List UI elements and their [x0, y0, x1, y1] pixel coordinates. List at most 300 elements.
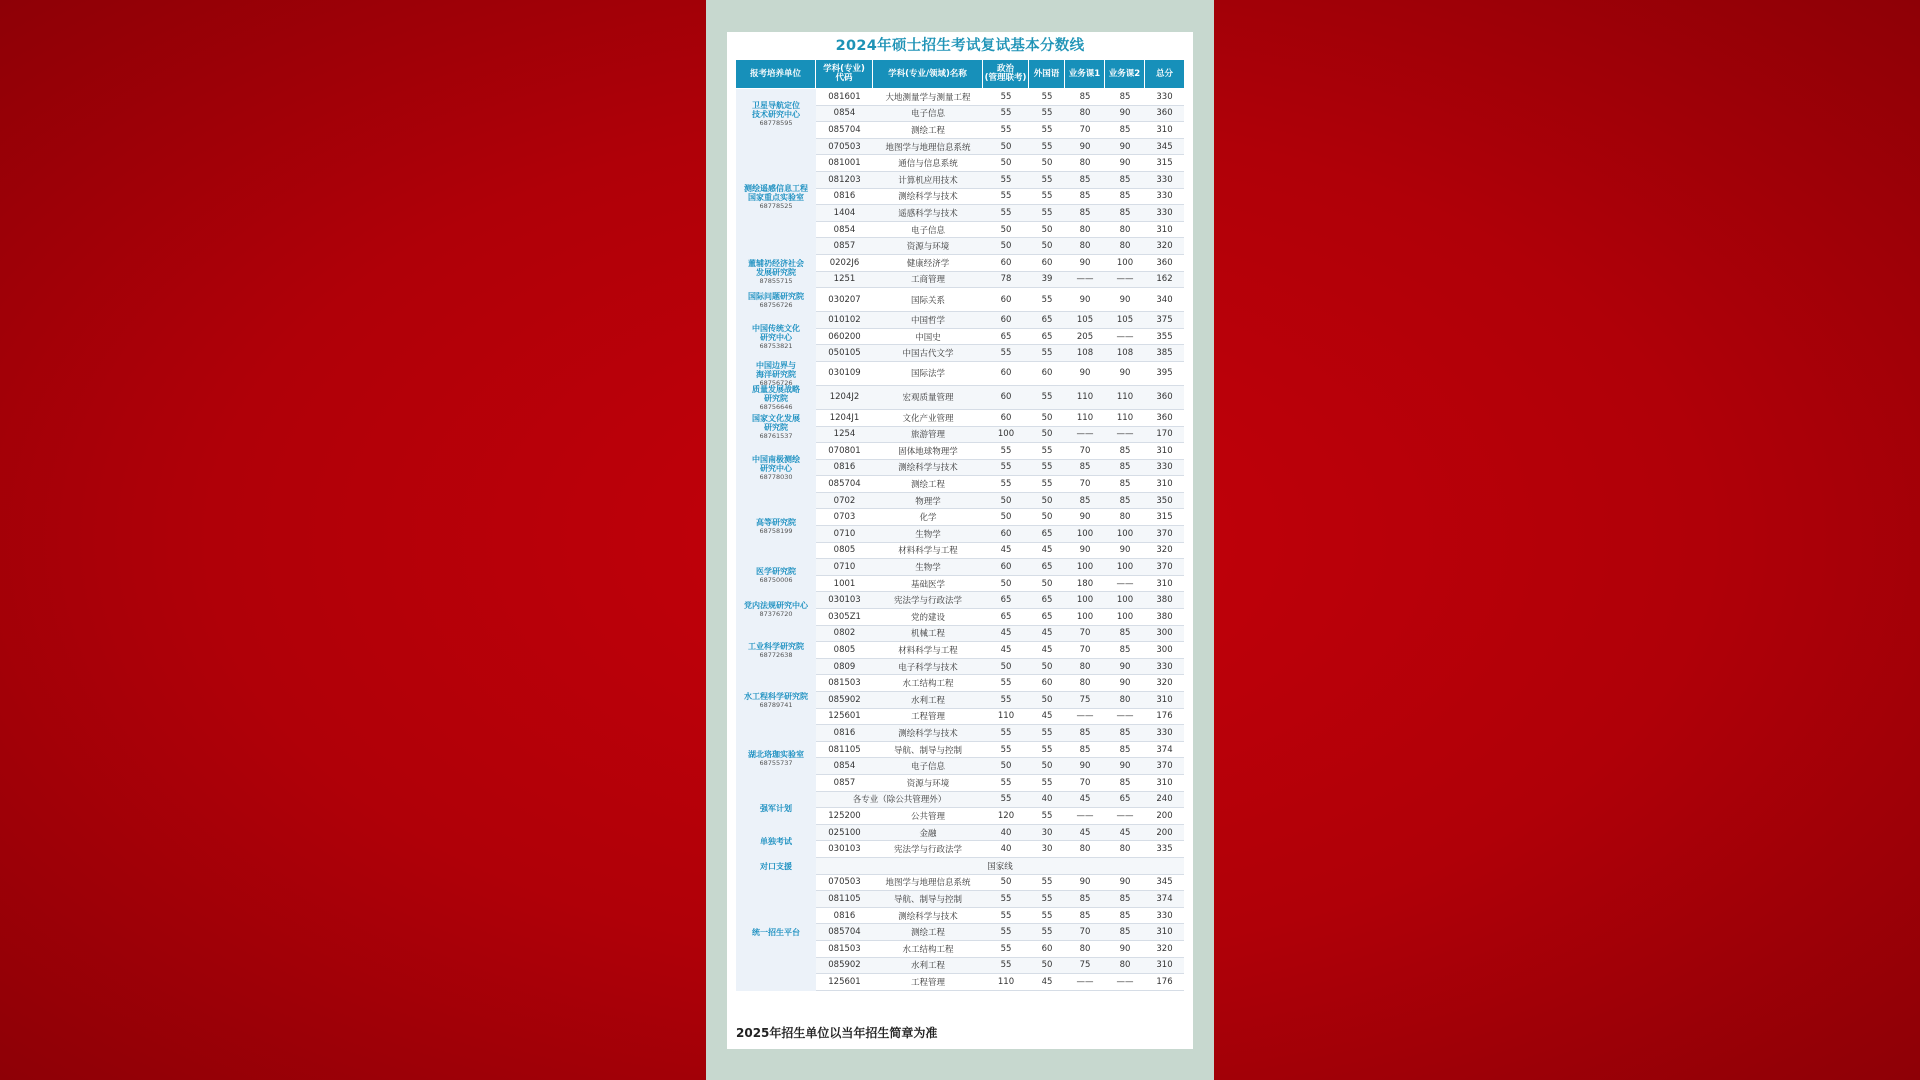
row-code-cell: 081601	[828, 91, 861, 102]
row-total-cell: 395	[1156, 368, 1173, 379]
row-code-cell: 0703	[833, 512, 856, 523]
row-course2-cell: 90	[1119, 368, 1131, 379]
row-name-cell: 导航、制导与控制	[893, 745, 962, 756]
row-foreign-language-cell: 30	[1041, 827, 1053, 838]
row-course2-cell: 85	[1119, 91, 1131, 102]
row-course2-cell: 90	[1119, 108, 1131, 119]
row-politics-cell: 55	[1000, 174, 1012, 185]
unit-phone: 68789741	[759, 700, 793, 709]
row-course1-cell: 85	[1079, 174, 1091, 185]
table-row	[816, 493, 1184, 510]
row-code-cell: 0805	[833, 645, 856, 656]
row-foreign-language-cell: 50	[1041, 960, 1053, 971]
row-course2-cell: 45	[1119, 827, 1131, 838]
row-code-cell: 085704	[828, 124, 861, 135]
table-row	[816, 709, 1184, 726]
row-course1-cell: ——	[1076, 429, 1094, 440]
row-foreign-language-cell: 55	[1041, 479, 1053, 490]
row-foreign-language-cell: 65	[1041, 595, 1053, 606]
table-row	[816, 891, 1184, 908]
row-foreign-language-cell: 45	[1041, 976, 1053, 987]
row-course1-cell: 70	[1079, 777, 1091, 788]
row-course1-cell: 105	[1076, 314, 1094, 325]
row-politics-cell: 60	[1000, 294, 1012, 305]
table-row	[816, 526, 1184, 543]
row-course2-cell: 90	[1119, 678, 1131, 689]
row-name-cell: 机械工程	[910, 629, 945, 640]
row-course1-cell: 180	[1076, 578, 1094, 589]
row-politics-cell: 60	[1000, 257, 1012, 268]
row-course2-cell: 110	[1116, 412, 1134, 423]
row-course2-cell: 65	[1119, 794, 1131, 805]
row-name-cell: 中国哲学	[910, 315, 945, 326]
unit-cell	[736, 559, 816, 592]
unit-cell	[736, 825, 816, 858]
unit-phone: 68750006	[759, 576, 793, 585]
row-course1-cell: 205	[1076, 331, 1094, 342]
row-total-cell: 380	[1156, 595, 1173, 606]
row-course2-cell: 85	[1119, 893, 1131, 904]
unit-name: 党内法规研究中心	[744, 600, 808, 610]
row-name-cell: 工程管理	[910, 712, 945, 723]
row-course1-cell: 80	[1079, 158, 1091, 169]
table-row	[816, 106, 1184, 123]
unit-column	[736, 89, 816, 991]
header-name: 学科(专业/领域)名称	[873, 60, 983, 88]
row-code-cell: 010102	[828, 314, 861, 325]
row-course2-cell: ——	[1116, 331, 1134, 342]
row-politics-cell: 55	[1000, 694, 1012, 705]
row-code-cell: 0857	[833, 777, 856, 788]
row-total-cell: 200	[1156, 827, 1173, 838]
row-politics-cell: 50	[1000, 761, 1012, 772]
row-course1-cell: 80	[1079, 678, 1091, 689]
table-row	[816, 329, 1184, 346]
row-politics-cell: 45	[1000, 628, 1012, 639]
row-foreign-language-cell: 50	[1041, 661, 1053, 672]
row-course1-cell: 90	[1079, 368, 1091, 379]
row-code-cell: 1254	[833, 429, 856, 440]
table-row	[816, 122, 1184, 139]
row-politics-cell: 50	[1000, 241, 1012, 252]
row-code-cell: 0854	[833, 224, 856, 235]
row-course1-cell: 70	[1079, 445, 1091, 456]
row-code-cell: 085704	[828, 479, 861, 490]
row-total-cell: 355	[1156, 331, 1173, 342]
row-politics-cell: 50	[1000, 512, 1012, 523]
row-total-cell: 320	[1156, 545, 1173, 556]
row-name-cell: 生物学	[915, 529, 941, 540]
row-foreign-language-cell: 55	[1041, 207, 1053, 218]
row-course1-cell: 100	[1076, 528, 1094, 539]
table-row	[816, 974, 1184, 991]
row-course1-cell: 90	[1079, 141, 1091, 152]
unit-phone: 68778525	[759, 201, 793, 210]
row-politics-cell: 60	[1000, 412, 1012, 423]
table-row	[816, 825, 1184, 842]
footer-note: 2025年招生单位以当年招生简章为准	[736, 1026, 938, 1040]
row-code-cell: 0816	[833, 191, 856, 202]
header-course1: 业务课1	[1065, 60, 1105, 88]
row-course2-cell: 85	[1119, 445, 1131, 456]
table-row	[816, 189, 1184, 206]
row-foreign-language-cell: 55	[1041, 348, 1053, 359]
row-course1-cell: ——	[1076, 976, 1094, 987]
header-foreign-language: 外国语	[1029, 60, 1065, 88]
row-politics-cell: 65	[1000, 331, 1012, 342]
row-course1-cell: 100	[1076, 562, 1094, 573]
row-name-cell: 大地测量学与测量工程	[885, 92, 971, 103]
row-foreign-language-cell: 55	[1041, 744, 1053, 755]
row-total-cell: 330	[1156, 661, 1173, 672]
table-body	[816, 89, 1184, 991]
row-code-cell: 081105	[828, 744, 861, 755]
row-code-cell: 025100	[828, 827, 861, 838]
row-course2-cell: 100	[1116, 611, 1134, 622]
row-politics-cell: 55	[1000, 744, 1012, 755]
row-foreign-language-cell: 50	[1041, 429, 1053, 440]
row-code-cell: 070503	[828, 141, 861, 152]
row-code-cell: 125200	[828, 810, 861, 821]
table-row	[816, 89, 1184, 106]
row-total-cell: 330	[1156, 174, 1173, 185]
row-foreign-language-cell: 55	[1041, 141, 1053, 152]
row-code-cell: 0710	[833, 562, 856, 573]
unit-phone: 68753821	[759, 342, 793, 351]
row-name-cell: 资源与环境	[906, 242, 950, 253]
table-row	[816, 559, 1184, 576]
row-course1-cell: 85	[1079, 91, 1091, 102]
table-row	[816, 642, 1184, 659]
header-course2: 业务课2	[1105, 60, 1145, 88]
row-foreign-language-cell: 55	[1041, 124, 1053, 135]
row-total-cell: 310	[1156, 479, 1173, 490]
table-row	[816, 155, 1184, 172]
unit-name: 强军计划	[760, 803, 792, 813]
row-code-cell: 0702	[833, 495, 856, 506]
row-politics-cell: 55	[1000, 348, 1012, 359]
table-row	[816, 509, 1184, 526]
unit-name: 中国南极测绘 研究中心	[752, 455, 800, 474]
row-politics-cell: 55	[1000, 445, 1012, 456]
row-course2-cell: 90	[1119, 141, 1131, 152]
row-course2-cell: 90	[1119, 761, 1131, 772]
row-politics-cell: 60	[1000, 314, 1012, 325]
row-total-cell: 340	[1156, 294, 1173, 305]
unit-cell	[736, 89, 816, 139]
row-course1-cell: 108	[1076, 348, 1094, 359]
row-name-cell: 通信与信息系统	[898, 159, 958, 170]
row-politics-cell: 40	[1000, 844, 1012, 855]
row-course2-cell: 90	[1119, 545, 1131, 556]
row-total-cell: 310	[1156, 224, 1173, 235]
table-row	[816, 958, 1184, 975]
row-course2-cell: 85	[1119, 191, 1131, 202]
table-row	[816, 172, 1184, 189]
table-row	[816, 443, 1184, 460]
unit-cell	[736, 725, 816, 791]
row-foreign-language-cell: 30	[1041, 844, 1053, 855]
row-foreign-language-cell: 55	[1041, 91, 1053, 102]
row-foreign-language-cell: 55	[1041, 777, 1053, 788]
table-row	[816, 908, 1184, 925]
row-total-cell: 310	[1156, 694, 1173, 705]
row-course2-cell: 85	[1119, 727, 1131, 738]
unit-cell	[736, 858, 816, 875]
row-name-cell: 化学	[919, 513, 937, 524]
unit-name: 高等研究院	[756, 517, 796, 527]
row-total-cell: 240	[1156, 794, 1173, 805]
row-course1-cell: 90	[1079, 545, 1091, 556]
unit-phone: 68756726	[759, 300, 793, 309]
row-politics-cell: 55	[1000, 777, 1012, 788]
row-course2-cell: 110	[1116, 392, 1134, 403]
row-politics-cell: 50	[1000, 158, 1012, 169]
row-foreign-language-cell: 55	[1041, 727, 1053, 738]
row-total-cell: 310	[1156, 960, 1173, 971]
row-total-cell: 310	[1156, 445, 1173, 456]
row-course2-cell: ——	[1116, 578, 1134, 589]
table-row	[816, 792, 1184, 809]
row-foreign-language-cell: 65	[1041, 528, 1053, 539]
unit-cell	[736, 312, 816, 362]
row-name-cell: 工商管理	[910, 275, 945, 286]
row-politics-cell: 55	[1000, 893, 1012, 904]
row-total-cell: 345	[1156, 877, 1173, 888]
header-code: 学科(专业) 代码	[816, 60, 873, 88]
row-code-cell: 081503	[828, 943, 861, 954]
table-row	[816, 386, 1184, 410]
row-politics-cell: 55	[1000, 943, 1012, 954]
unit-phone: 87376720	[759, 609, 793, 618]
row-foreign-language-cell: 55	[1041, 191, 1053, 202]
row-foreign-language-cell: 60	[1041, 678, 1053, 689]
row-total-cell: 300	[1156, 628, 1173, 639]
row-note-cell: 国家线	[987, 861, 1013, 872]
row-course2-cell: 90	[1119, 943, 1131, 954]
row-politics-cell: 100	[997, 429, 1015, 440]
row-course1-cell: 100	[1076, 595, 1094, 606]
row-course2-cell: 80	[1119, 241, 1131, 252]
unit-cell	[736, 288, 816, 312]
row-name-cell: 中国古代文学	[902, 349, 954, 360]
row-code-cell: 085902	[828, 694, 861, 705]
row-foreign-language-cell: 50	[1041, 578, 1053, 589]
row-politics-cell: 45	[1000, 545, 1012, 556]
unit-name: 测绘遥感信息工程 国家重点实验室	[744, 183, 808, 202]
table-row	[816, 758, 1184, 775]
row-total-cell: 375	[1156, 314, 1173, 325]
row-total-cell: 330	[1156, 91, 1173, 102]
row-course2-cell: 85	[1119, 628, 1131, 639]
row-politics-cell: 60	[1000, 528, 1012, 539]
row-course2-cell: 105	[1116, 314, 1134, 325]
row-course1-cell: 100	[1076, 611, 1094, 622]
row-total-cell: 300	[1156, 645, 1173, 656]
row-politics-cell: 55	[1000, 462, 1012, 473]
table-row	[816, 924, 1184, 941]
row-politics-cell: 60	[1000, 562, 1012, 573]
unit-cell	[736, 386, 816, 410]
row-code-cell: 030109	[828, 368, 861, 379]
row-total-cell: 310	[1156, 124, 1173, 135]
row-politics-cell: 120	[997, 810, 1015, 821]
row-course2-cell: 85	[1119, 910, 1131, 921]
row-name-cell: 测绘科学与技术	[898, 463, 958, 474]
row-foreign-language-cell: 50	[1041, 761, 1053, 772]
row-course2-cell: 85	[1119, 645, 1131, 656]
row-name-cell: 工程管理	[910, 977, 945, 988]
table-row	[816, 312, 1184, 329]
row-course1-cell: 75	[1079, 960, 1091, 971]
row-total-cell: 370	[1156, 761, 1173, 772]
row-course1-cell: 85	[1079, 207, 1091, 218]
row-code-cell: 0816	[833, 462, 856, 473]
unit-name: 中国传统文化 研究中心	[752, 324, 800, 343]
row-total-cell: 330	[1156, 727, 1173, 738]
row-name-cell: 测绘科学与技术	[898, 192, 958, 203]
row-code-cell: 0202J6	[829, 257, 860, 268]
row-foreign-language-cell: 40	[1041, 794, 1053, 805]
row-name-cell: 基础医学	[910, 579, 945, 590]
row-foreign-language-cell: 65	[1041, 331, 1053, 342]
row-politics-cell: 110	[997, 976, 1015, 987]
row-code-cell: 0854	[833, 761, 856, 772]
row-foreign-language-cell: 45	[1041, 645, 1053, 656]
table-row	[816, 543, 1184, 560]
row-name-cell: 测绘工程	[910, 125, 945, 136]
row-name-cell: 测绘工程	[910, 928, 945, 939]
row-name-cell: 资源与环境	[906, 778, 950, 789]
row-course2-cell: 85	[1119, 174, 1131, 185]
unit-phone: 68756726	[759, 379, 793, 387]
row-politics-cell: 65	[1000, 611, 1012, 622]
row-code-cell: 060200	[828, 331, 861, 342]
unit-phone: 68772638	[759, 651, 793, 660]
row-foreign-language-cell: 55	[1041, 893, 1053, 904]
unit-name: 水工程科学研究院	[744, 691, 808, 701]
table-row	[816, 875, 1184, 892]
row-total-cell: 360	[1156, 412, 1173, 423]
row-course2-cell: 80	[1119, 844, 1131, 855]
row-politics-cell: 55	[1000, 794, 1012, 805]
row-total-cell: 360	[1156, 257, 1173, 268]
row-course2-cell: 80	[1119, 694, 1131, 705]
row-name-cell: 地图学与地理信息系统	[885, 878, 971, 889]
row-total-cell: 162	[1156, 274, 1173, 285]
row-course2-cell: 85	[1119, 927, 1131, 938]
row-course2-cell: 85	[1119, 124, 1131, 135]
row-total-cell: 345	[1156, 141, 1173, 152]
row-foreign-language-cell: 55	[1041, 927, 1053, 938]
unit-cell	[736, 362, 816, 386]
row-course1-cell: 110	[1076, 392, 1094, 403]
row-name-cell: 健康经济学	[906, 258, 950, 269]
row-total-cell: 380	[1156, 611, 1173, 622]
row-total-cell: 320	[1156, 678, 1173, 689]
row-total-cell: 200	[1156, 810, 1173, 821]
row-politics-cell: 55	[1000, 479, 1012, 490]
table-row	[816, 841, 1184, 858]
row-total-cell: 360	[1156, 108, 1173, 119]
row-course1-cell: 80	[1079, 844, 1091, 855]
row-course1-cell: 85	[1079, 191, 1091, 202]
row-politics-cell: 65	[1000, 595, 1012, 606]
row-politics-cell: 45	[1000, 645, 1012, 656]
table-row	[816, 742, 1184, 759]
table-row	[816, 592, 1184, 609]
row-politics-cell: 55	[1000, 124, 1012, 135]
row-code-cell: 125601	[828, 711, 861, 722]
row-code-cell: 0305Z1	[828, 611, 861, 622]
row-code-cell: 0854	[833, 108, 856, 119]
table-row	[816, 222, 1184, 239]
row-name-cell: 电子信息	[910, 762, 945, 773]
table-row	[816, 238, 1184, 255]
row-course1-cell: ——	[1076, 274, 1094, 285]
row-code-cell: 0857	[833, 241, 856, 252]
row-course2-cell: 85	[1119, 777, 1131, 788]
row-code-cell: 1404	[833, 207, 856, 218]
unit-name: 董辅礽经济社会 发展研究院	[748, 258, 804, 277]
row-name-cell: 电子信息	[910, 109, 945, 120]
row-foreign-language-cell: 55	[1041, 462, 1053, 473]
unit-name: 卫星导航定位 技术研究中心	[752, 100, 800, 119]
table-row	[816, 941, 1184, 958]
unit-name: 国家文化发展 研究院	[752, 413, 800, 432]
table-row	[816, 205, 1184, 222]
row-course1-cell: 85	[1079, 462, 1091, 473]
unit-cell	[736, 626, 816, 676]
table-row	[816, 659, 1184, 676]
row-name-cell: 宪法学与行政法学	[893, 596, 962, 607]
table-row	[816, 427, 1184, 444]
unit-cell	[736, 792, 816, 825]
row-course2-cell: 85	[1119, 462, 1131, 473]
row-name-cell: 测绘工程	[910, 480, 945, 491]
unit-phone: 87855715	[759, 276, 793, 285]
table-row	[816, 725, 1184, 742]
row-course1-cell: 70	[1079, 479, 1091, 490]
row-span-cell: 各专业（除公共管理外）	[852, 795, 947, 806]
table-row	[816, 692, 1184, 709]
unit-cell	[736, 139, 816, 255]
row-code-cell: 081001	[828, 158, 861, 169]
row-course2-cell: 100	[1116, 562, 1134, 573]
row-total-cell: 315	[1156, 158, 1173, 169]
unit-name: 质量发展战略 研究院	[752, 385, 800, 403]
row-code-cell: 0802	[833, 628, 856, 639]
row-foreign-language-cell: 55	[1041, 445, 1053, 456]
row-course2-cell: 100	[1116, 257, 1134, 268]
unit-phone: 68778595	[759, 118, 793, 127]
row-course1-cell: 80	[1079, 943, 1091, 954]
row-name-cell: 宪法学与行政法学	[893, 845, 962, 856]
row-foreign-language-cell: 50	[1041, 694, 1053, 705]
row-foreign-language-cell: 45	[1041, 545, 1053, 556]
row-code-cell: 030207	[828, 294, 861, 305]
row-course2-cell: 80	[1119, 224, 1131, 235]
row-course2-cell: 90	[1119, 661, 1131, 672]
row-code-cell: 0710	[833, 528, 856, 539]
unit-name: 国际问题研究院	[748, 291, 804, 301]
unit-cell	[736, 493, 816, 559]
row-course2-cell: ——	[1116, 274, 1134, 285]
table-title: 2024年硕士招生考试复试基本分数线	[835, 38, 1085, 54]
row-course1-cell: 85	[1079, 744, 1091, 755]
row-foreign-language-cell: 60	[1041, 257, 1053, 268]
row-name-cell: 测绘科学与技术	[898, 728, 958, 739]
